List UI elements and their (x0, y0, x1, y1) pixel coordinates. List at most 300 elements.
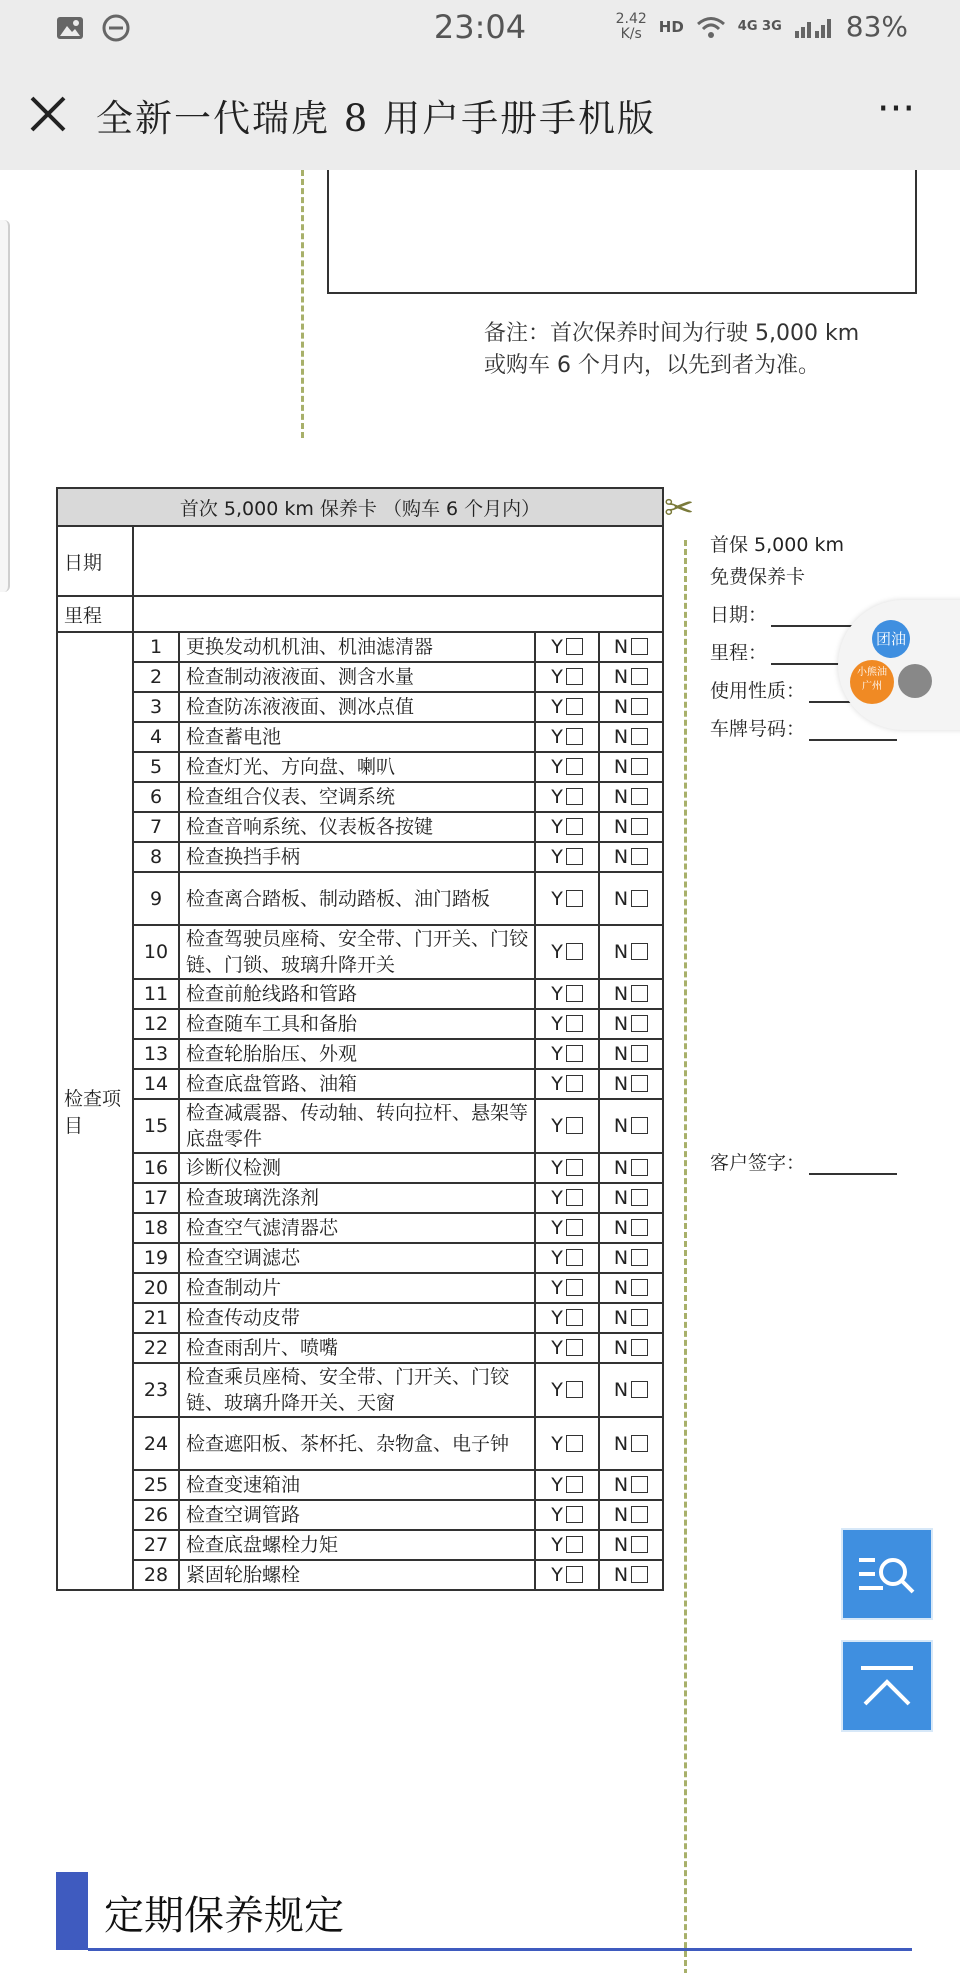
yes-label: Y (551, 1337, 563, 1359)
check-item-row (57, 1363, 663, 1417)
item-text: 诊断仪检测 (179, 1153, 535, 1183)
ad-badge-logo (850, 660, 894, 704)
network-speed (616, 12, 647, 42)
item-number: 19 (133, 1243, 179, 1273)
yes-label: Y (551, 887, 563, 910)
item-number: 5 (133, 752, 179, 782)
stub-mileage-label: 里程： (710, 642, 768, 664)
yes-label: Y (551, 1247, 563, 1269)
checkbox-square[interactable] (631, 1117, 648, 1134)
check-item-row (57, 1303, 663, 1333)
item-number: 25 (133, 1470, 179, 1500)
check-item-row (57, 1069, 663, 1099)
item-text: 检查遮阳板、茶杯托、杂物盒、电子钟 (179, 1417, 535, 1470)
item-number: 20 (133, 1273, 179, 1303)
no-checkbox[interactable] (599, 1039, 663, 1069)
item-text: 检查蓄电池 (179, 722, 535, 752)
yes-label: Y (551, 816, 563, 838)
check-item-row (57, 1417, 663, 1470)
yes-label: Y (551, 1157, 563, 1179)
no-label: N (613, 666, 629, 688)
more-menu-button[interactable]: ··· (876, 86, 916, 132)
item-number: 8 (133, 842, 179, 872)
checkbox-square[interactable] (631, 1249, 648, 1266)
cut-line-top (301, 170, 304, 438)
no-label: N (613, 1157, 629, 1179)
checkbox-square[interactable] (566, 1536, 583, 1553)
checkbox-square[interactable] (631, 1476, 648, 1493)
item-number: 24 (133, 1417, 179, 1470)
yes-checkbox[interactable] (535, 1183, 599, 1213)
no-checkbox[interactable] (599, 1417, 663, 1470)
checkbox-square[interactable] (566, 1309, 583, 1326)
stub-signature-line (809, 1153, 897, 1175)
checkbox-square[interactable] (566, 985, 583, 1002)
check-item-row (57, 812, 663, 842)
checkbox-square[interactable] (566, 848, 583, 865)
item-number: 28 (133, 1560, 179, 1590)
check-item-row (57, 1039, 663, 1069)
yes-label: Y (551, 696, 563, 718)
checkbox-square[interactable] (631, 1219, 648, 1236)
no-label: N (613, 1504, 629, 1526)
item-number: 7 (133, 812, 179, 842)
close-icon[interactable] (24, 90, 72, 138)
no-checkbox[interactable] (599, 979, 663, 1009)
item-text: 检查变速箱油 (179, 1470, 535, 1500)
item-text: 检查组合仪表、空调系统 (179, 782, 535, 812)
checkbox-square[interactable] (566, 1476, 583, 1493)
item-number: 9 (133, 872, 179, 925)
item-text: 检查制动片 (179, 1273, 535, 1303)
mileage-label: 里程 (57, 596, 133, 632)
net-speed-value: 2.42 (615, 10, 647, 27)
maintenance-note (484, 318, 859, 382)
no-checkbox[interactable] (599, 1500, 663, 1530)
check-item-row (57, 722, 663, 752)
item-number: 22 (133, 1333, 179, 1363)
yes-label: Y (551, 1187, 563, 1209)
item-text: 检查底盘管路、油箱 (179, 1069, 535, 1099)
yes-label: Y (551, 1307, 563, 1329)
yes-checkbox[interactable] (535, 842, 599, 872)
item-text: 检查音响系统、仪表板各按键 (179, 812, 535, 842)
items-label: 检查项目 (57, 632, 133, 1590)
back-to-top-button[interactable] (841, 1640, 933, 1732)
back-to-top-icon (859, 1664, 915, 1708)
no-label: N (613, 1432, 629, 1455)
checkbox-square[interactable] (566, 1015, 583, 1032)
page-title: 全新一代瑞虎 8 用户手册手机版 (96, 97, 657, 140)
yes-label: Y (551, 1043, 563, 1065)
yes-label: Y (551, 1277, 563, 1299)
checkbox-square[interactable] (566, 758, 583, 775)
item-text: 检查轮胎胎压、外观 (179, 1039, 535, 1069)
check-item-row (57, 752, 663, 782)
yes-checkbox[interactable] (535, 872, 599, 925)
yes-label: Y (551, 983, 563, 1005)
yes-checkbox[interactable] (535, 1560, 599, 1590)
no-checkbox[interactable] (599, 752, 663, 782)
item-text: 检查空气滤清器芯 (179, 1213, 535, 1243)
yes-checkbox[interactable] (535, 1417, 599, 1470)
no-checkbox[interactable] (599, 925, 663, 979)
wifi-icon (696, 15, 726, 39)
item-text: 检查防冻液液面、测冰点值 (179, 692, 535, 722)
no-checkbox[interactable] (599, 1183, 663, 1213)
yes-checkbox[interactable] (535, 1363, 599, 1417)
fuel-ad-badge[interactable] (838, 600, 960, 730)
checkbox-square[interactable] (631, 985, 648, 1002)
checkbox-square[interactable] (566, 1117, 583, 1134)
no-label: N (613, 1217, 629, 1239)
item-text: 检查玻璃洗涤剂 (179, 1183, 535, 1213)
no-label: N (613, 983, 629, 1005)
checkbox-square[interactable] (566, 1435, 583, 1452)
no-checkbox[interactable] (599, 632, 663, 662)
stub-signature-label: 客户签字： (710, 1152, 806, 1174)
check-item-row (57, 692, 663, 722)
no-label: N (613, 1115, 629, 1137)
no-checkbox[interactable] (599, 782, 663, 812)
stub-date (710, 600, 859, 627)
item-number: 2 (133, 662, 179, 692)
item-text: 检查减震器、传动轴、转向拉杆、悬架等底盘零件 (179, 1099, 535, 1153)
checkbox-square[interactable] (631, 818, 648, 835)
maintenance-card-table (56, 487, 664, 1591)
item-number: 10 (133, 925, 179, 979)
checkbox-square[interactable] (631, 728, 648, 745)
item-text: 检查空调滤芯 (179, 1243, 535, 1273)
yes-checkbox[interactable] (535, 1039, 599, 1069)
checkbox-square[interactable] (566, 943, 583, 960)
item-text: 检查前舱线路和管路 (179, 979, 535, 1009)
checkbox-square[interactable] (566, 1249, 583, 1266)
no-label: N (613, 1187, 629, 1209)
no-label: N (613, 1534, 629, 1556)
no-label: N (613, 696, 629, 718)
no-label: N (613, 1337, 629, 1359)
no-checkbox[interactable] (599, 1273, 663, 1303)
check-item-row (57, 1500, 663, 1530)
checkbox-square[interactable] (631, 943, 648, 960)
yes-checkbox[interactable] (535, 1243, 599, 1273)
item-text: 检查空调管路 (179, 1500, 535, 1530)
toc-search-button[interactable] (841, 1528, 933, 1620)
item-text: 检查离合踏板、制动踏板、油门踏板 (179, 872, 535, 925)
net-speed-unit: K/s (620, 25, 642, 42)
yes-label: Y (551, 1474, 563, 1496)
no-label: N (613, 1474, 629, 1496)
no-checkbox[interactable] (599, 722, 663, 752)
list-search-icon (857, 1552, 917, 1596)
check-item-row (57, 1530, 663, 1560)
item-text: 检查传动皮带 (179, 1303, 535, 1333)
signal-icon: 4G 3G (737, 19, 782, 34)
checkbox-square[interactable] (631, 1381, 648, 1398)
yes-label: Y (551, 941, 563, 963)
yes-checkbox[interactable] (535, 1099, 599, 1153)
section-title: 定期保养规定 (104, 1893, 344, 1939)
stub-plate-label: 车牌号码： (710, 718, 806, 740)
checkbox-square[interactable] (566, 668, 583, 685)
item-number: 21 (133, 1303, 179, 1333)
item-number: 26 (133, 1500, 179, 1530)
item-number: 27 (133, 1530, 179, 1560)
signal-bars-icon (794, 15, 834, 39)
yes-checkbox[interactable] (535, 1333, 599, 1363)
stub-date-label: 日期： (710, 604, 768, 626)
item-number: 6 (133, 782, 179, 812)
item-number: 4 (133, 722, 179, 752)
yes-checkbox[interactable] (535, 1303, 599, 1333)
checkbox-square[interactable] (631, 698, 648, 715)
yes-checkbox[interactable] (535, 812, 599, 842)
checkbox-square[interactable] (631, 1075, 648, 1092)
checkbox-square[interactable] (631, 1566, 648, 1583)
document-content[interactable] (0, 170, 960, 1973)
no-checkbox[interactable] (599, 1099, 663, 1153)
ad-badge-avatar (898, 664, 932, 698)
checkbox-square[interactable] (631, 1309, 648, 1326)
note-line-1: 备注：首次保养时间为行驶 5,000 km (484, 321, 860, 346)
checkbox-square[interactable] (631, 1506, 648, 1523)
yes-checkbox[interactable] (535, 632, 599, 662)
checkbox-square[interactable] (631, 1279, 648, 1296)
no-checkbox[interactable] (599, 1303, 663, 1333)
checkbox-square[interactable] (631, 890, 648, 907)
no-checkbox[interactable] (599, 1243, 663, 1273)
no-label: N (613, 1247, 629, 1269)
check-item-row (57, 782, 663, 812)
item-number: 11 (133, 979, 179, 1009)
item-number: 13 (133, 1039, 179, 1069)
yes-checkbox[interactable] (535, 1530, 599, 1560)
checkbox-square[interactable] (566, 788, 583, 805)
cut-line-vertical (684, 540, 687, 1973)
no-checkbox[interactable] (599, 662, 663, 692)
no-label: N (613, 1277, 629, 1299)
battery-level: 83% (845, 10, 908, 43)
stub-usage-label: 使用性质： (710, 680, 806, 702)
section-heading (56, 1872, 912, 1950)
checkbox-square[interactable] (566, 1159, 583, 1176)
status-bar (0, 0, 960, 58)
checkbox-square[interactable] (631, 1159, 648, 1176)
yes-label: Y (551, 1432, 563, 1455)
checkbox-square[interactable] (631, 1045, 648, 1062)
status-right-icons (616, 10, 908, 43)
card-header: 首次 5,000 km 保养卡 （购车 6 个月内） (57, 488, 663, 526)
checkbox-square[interactable] (566, 1566, 583, 1583)
check-item-row (57, 1470, 663, 1500)
no-label: N (613, 1073, 629, 1095)
check-item-row (57, 979, 663, 1009)
ad-badge-main: 团油 (872, 620, 910, 658)
yes-checkbox[interactable] (535, 925, 599, 979)
checkbox-square[interactable] (631, 1435, 648, 1452)
checkbox-square[interactable] (566, 1381, 583, 1398)
yes-label: Y (551, 1073, 563, 1095)
yes-label: Y (551, 1217, 563, 1239)
no-checkbox[interactable] (599, 1069, 663, 1099)
no-checkbox[interactable] (599, 1363, 663, 1417)
no-checkbox[interactable] (599, 842, 663, 872)
checkbox-square[interactable] (631, 1015, 648, 1032)
no-checkbox[interactable] (599, 692, 663, 722)
item-text: 检查底盘螺栓力矩 (179, 1530, 535, 1560)
yes-checkbox[interactable] (535, 1213, 599, 1243)
checkbox-square[interactable] (631, 1339, 648, 1356)
yes-label: Y (551, 846, 563, 868)
check-item-row (57, 1099, 663, 1153)
checkbox-square[interactable] (566, 1075, 583, 1092)
item-text: 检查换挡手柄 (179, 842, 535, 872)
item-number: 23 (133, 1363, 179, 1417)
no-checkbox[interactable] (599, 1530, 663, 1560)
check-item-row (57, 1183, 663, 1213)
yes-label: Y (551, 786, 563, 808)
no-checkbox[interactable] (599, 1333, 663, 1363)
check-item-row (57, 1213, 663, 1243)
check-item-row (57, 1560, 663, 1590)
checkbox-square[interactable] (566, 1339, 583, 1356)
item-number: 18 (133, 1213, 179, 1243)
title-bar (0, 58, 960, 170)
stub-signature (710, 1148, 897, 1175)
yes-checkbox[interactable] (535, 1153, 599, 1183)
no-label: N (613, 941, 629, 963)
checkbox-square[interactable] (566, 1279, 583, 1296)
yes-checkbox[interactable] (535, 979, 599, 1009)
item-number: 14 (133, 1069, 179, 1099)
no-label: N (613, 726, 629, 748)
checkbox-square[interactable] (631, 788, 648, 805)
no-label: N (613, 846, 629, 868)
check-item-row (57, 925, 663, 979)
checkbox-square[interactable] (631, 638, 648, 655)
yes-checkbox[interactable] (535, 662, 599, 692)
yes-label: Y (551, 636, 563, 658)
checkbox-square[interactable] (631, 848, 648, 865)
date-field (133, 526, 663, 596)
checkbox-square[interactable] (566, 818, 583, 835)
yes-checkbox[interactable] (535, 1500, 599, 1530)
yes-label: Y (551, 726, 563, 748)
no-checkbox[interactable] (599, 1153, 663, 1183)
item-number: 1 (133, 632, 179, 662)
yes-label: Y (551, 1504, 563, 1526)
yes-label: Y (551, 1534, 563, 1556)
item-text: 检查随车工具和备胎 (179, 1009, 535, 1039)
section-rule (88, 1948, 912, 1951)
item-text: 检查灯光、方向盘、喇叭 (179, 752, 535, 782)
item-text: 紧固轮胎螺栓 (179, 1560, 535, 1590)
yes-label: Y (551, 756, 563, 778)
clock: 23:04 (433, 8, 527, 46)
item-text: 检查雨刮片、喷嘴 (179, 1333, 535, 1363)
checkbox-square[interactable] (566, 890, 583, 907)
ad-badge-sub1: 小熊油 (857, 667, 887, 678)
item-text: 检查制动液液面、测含水量 (179, 662, 535, 692)
yes-checkbox[interactable] (535, 1009, 599, 1039)
check-item-row (57, 1009, 663, 1039)
yes-checkbox[interactable] (535, 752, 599, 782)
item-text: 检查驾驶员座椅、安全带、门开关、门铰链、门锁、玻璃升降开关 (179, 925, 535, 979)
item-text: 检查乘员座椅、安全带、门开关、门铰链、玻璃升降开关、天窗 (179, 1363, 535, 1417)
checkbox-square[interactable] (566, 1506, 583, 1523)
item-number: 3 (133, 692, 179, 722)
left-edge-handle (0, 220, 10, 592)
yes-checkbox[interactable] (535, 692, 599, 722)
no-checkbox[interactable] (599, 1009, 663, 1039)
no-label: N (613, 1379, 629, 1401)
ad-badge-sub2: 广州 (862, 681, 882, 692)
checkbox-square[interactable] (631, 1189, 648, 1206)
checkbox-square[interactable] (566, 698, 583, 715)
no-label: N (613, 786, 629, 808)
yes-checkbox[interactable] (535, 1273, 599, 1303)
no-label: N (613, 816, 629, 838)
check-item-row (57, 662, 663, 692)
stub-title-1: 首保 5,000 km (710, 534, 844, 556)
no-checkbox[interactable] (599, 1470, 663, 1500)
checkbox-square[interactable] (566, 1045, 583, 1062)
check-item-row (57, 1273, 663, 1303)
checkbox-square[interactable] (566, 728, 583, 745)
check-items (57, 632, 663, 1590)
checkbox-square[interactable] (566, 1219, 583, 1236)
no-checkbox[interactable] (599, 812, 663, 842)
yes-label: Y (551, 1013, 563, 1035)
no-label: N (613, 1564, 629, 1586)
item-number: 15 (133, 1099, 179, 1153)
stub-title-2: 免费保养卡 (710, 566, 806, 588)
stub-mileage (710, 638, 859, 665)
date-label: 日期 (57, 526, 133, 596)
yes-label: Y (551, 1115, 563, 1137)
check-item-row (57, 1333, 663, 1363)
checkbox-square[interactable] (631, 758, 648, 775)
no-label: N (613, 1307, 629, 1329)
checkbox-square[interactable] (566, 638, 583, 655)
yes-checkbox[interactable] (535, 1470, 599, 1500)
note-line-2: 或购车 6 个月内，以先到者为准。 (484, 353, 820, 378)
no-label: N (613, 1013, 629, 1035)
no-checkbox[interactable] (599, 1213, 663, 1243)
checkbox-square[interactable] (566, 1189, 583, 1206)
no-checkbox[interactable] (599, 872, 663, 925)
mileage-field (133, 596, 663, 632)
yes-checkbox[interactable] (535, 782, 599, 812)
checkbox-square[interactable] (631, 668, 648, 685)
check-item-row (57, 872, 663, 925)
yes-label: Y (551, 1564, 563, 1586)
no-checkbox[interactable] (599, 1560, 663, 1590)
stub-date-line (771, 605, 859, 627)
no-label: N (613, 887, 629, 910)
check-item-row (57, 1243, 663, 1273)
yes-checkbox[interactable] (535, 722, 599, 752)
check-item-row (57, 632, 663, 662)
item-text: 更换发动机机油、机油滤清器 (179, 632, 535, 662)
yes-checkbox[interactable] (535, 1069, 599, 1099)
yes-label: Y (551, 1379, 563, 1401)
no-label: N (613, 636, 629, 658)
checkbox-square[interactable] (631, 1536, 648, 1553)
section-bar (56, 1872, 88, 1950)
item-number: 16 (133, 1153, 179, 1183)
